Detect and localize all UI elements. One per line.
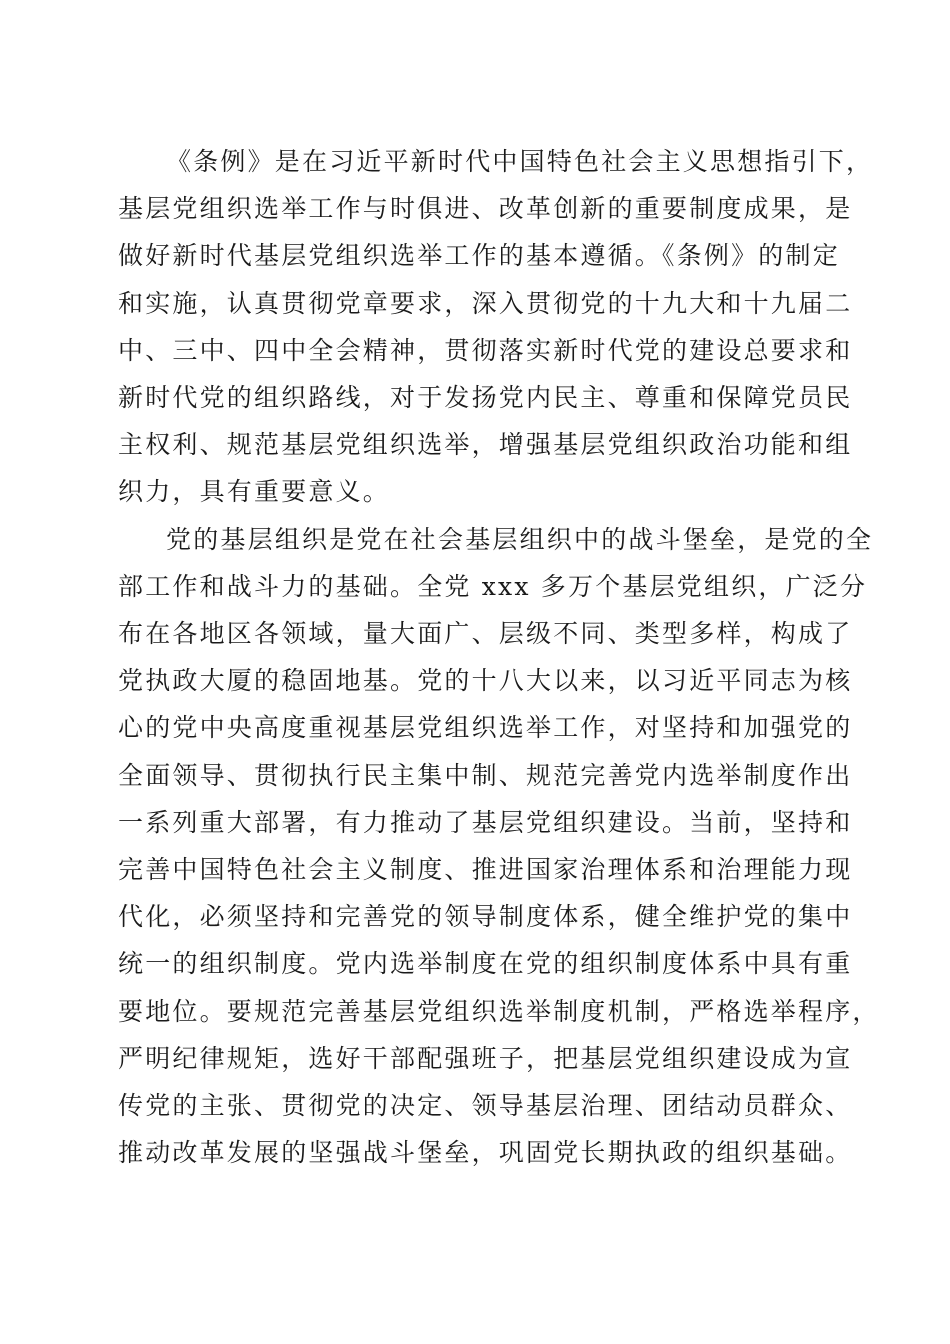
text-line: 心的党中央高度重视基层党组织选举工作，对坚持和加强党的 [118,713,853,743]
text-line: 中、三中、四中全会精神，贯彻落实新时代党的建设总要求和 [118,335,853,365]
paragraph-2 [118,516,880,1177]
text-line: 党的基层组织是党在社会基层组织中的战斗堡垒，是党的全 [166,524,874,554]
text-line: 完善中国特色社会主义制度、推进国家治理体系和治理能力现 [118,855,853,885]
text-line: 和实施，认真贯彻党章要求，深入贯彻党的十九大和十九届二 [118,288,853,318]
text-line: 《条例》是在习近平新时代中国特色社会主义思想指引下， [166,147,874,176]
text-line: 布在各地区各领域，量大面广、层级不同、类型多样，构成了 [118,619,853,649]
text-line: 织力，具有重要意义。 [118,477,391,507]
text-line: 部工作和战斗力的基础。全党 xxx 多万个基层党组织，广泛分 [118,571,868,601]
text-line: 统一的组织制度。党内选举制度在党的组织制度体系中具有重 [118,949,853,979]
text-line: 基层党组织选举工作与时俱进、改革创新的重要制度成果，是 [118,194,853,224]
document-body [118,138,880,1176]
text-line: 一系列重大部署，有力推动了基层党组织建设。当前，坚持和 [118,807,853,837]
text-line: 主权利、规范基层党组织选举，增强基层党组织政治功能和组 [118,430,853,460]
text-line: 推动改革发展的坚强战斗堡垒，巩固党长期执政的组织基础。 [118,1138,853,1168]
paragraph-1 [118,138,874,516]
text-line: 代化，必须坚持和完善党的领导制度体系，健全维护党的集中 [118,902,853,932]
text-line: 党执政大厦的稳固地基。党的十八大以来，以习近平同志为核 [118,666,853,696]
text-line: 严明纪律规矩，选好干部配强班子，把基层党组织建设成为宣 [118,1043,853,1073]
text-line: 做好新时代基层党组织选举工作的基本遵循。《条例》的制定 [118,241,840,271]
text-line: 全面领导、贯彻执行民主集中制、规范完善党内选举制度作出 [118,760,853,790]
text-line: 新时代党的组织路线，对于发扬党内民主、尊重和保障党员民 [118,383,853,413]
text-line: 要地位。要规范完善基层党组织选举制度机制，严格选举程序， [118,996,880,1026]
text-line: 传党的主张、贯彻党的决定、领导基层治理、团结动员群众、 [118,1091,853,1121]
